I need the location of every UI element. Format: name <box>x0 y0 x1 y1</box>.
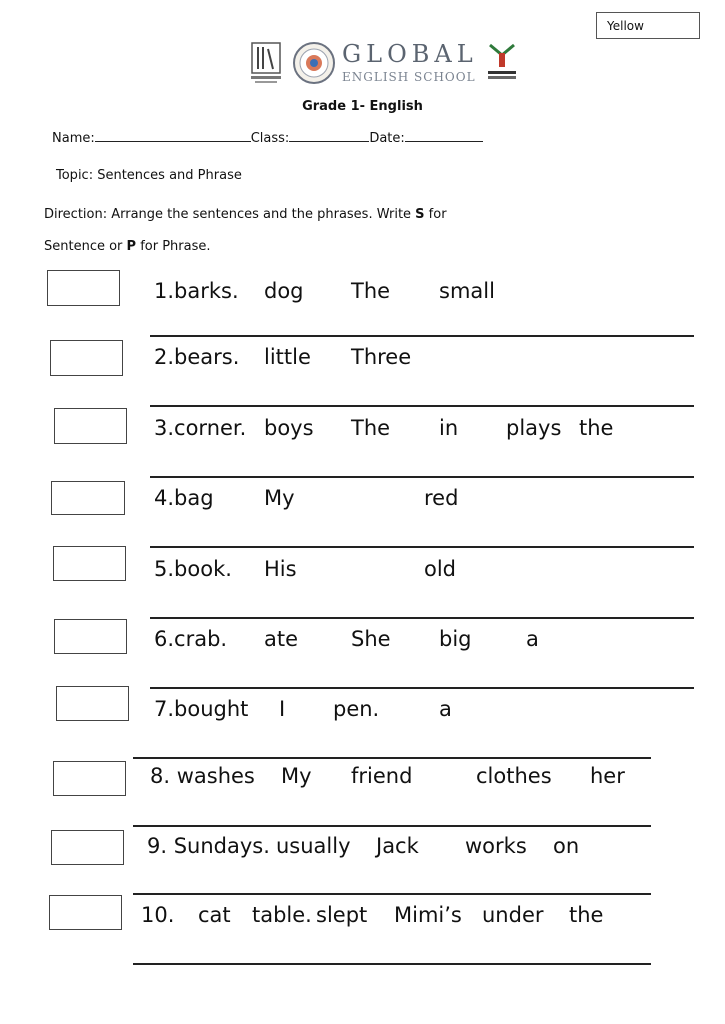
answer-box[interactable] <box>51 830 124 865</box>
answer-box[interactable] <box>51 481 125 515</box>
direction-text: for <box>424 207 447 222</box>
answer-line[interactable] <box>133 825 651 827</box>
scrambled-word: table. <box>252 903 312 927</box>
scrambled-word: small <box>439 279 495 303</box>
scrambled-word: 7.bought <box>154 697 249 721</box>
scrambled-word: 5.book. <box>154 557 232 581</box>
scrambled-word: I <box>279 697 286 721</box>
scrambled-word: slept <box>316 903 368 927</box>
scrambled-word: Mimi’s <box>394 903 462 927</box>
scrambled-word: boys <box>264 416 314 440</box>
scrambled-word: in <box>439 416 459 440</box>
scrambled-word: on <box>553 834 580 858</box>
sentence-letter: S <box>415 207 425 222</box>
scrambled-word: a <box>526 627 539 651</box>
scrambled-word: dog <box>264 279 304 303</box>
answer-box[interactable] <box>47 270 120 306</box>
scrambled-word: big <box>439 627 472 651</box>
question-words <box>154 697 674 727</box>
scrambled-word: her <box>590 764 625 788</box>
scrambled-word: The <box>351 416 391 440</box>
scrambled-word: little <box>264 345 311 369</box>
question-words <box>141 903 661 933</box>
scrambled-word: 2.bears. <box>154 345 240 369</box>
question-words <box>154 279 674 309</box>
answer-line[interactable] <box>150 617 694 619</box>
direction-text: Direction: Arrange the sentences and the phrases. Write <box>44 207 416 222</box>
scrambled-word: 1.barks. <box>154 279 239 303</box>
scrambled-word: Three <box>351 345 412 369</box>
answer-box[interactable] <box>50 340 123 376</box>
accreditation-logo <box>484 41 520 83</box>
scrambled-word: pen. <box>333 697 380 721</box>
scrambled-word: friend <box>351 764 413 788</box>
question-words <box>154 416 674 446</box>
school-crest-logo <box>249 41 283 87</box>
direction-line-1 <box>44 207 447 222</box>
class-blank[interactable] <box>289 128 369 142</box>
scrambled-word: a <box>439 697 452 721</box>
question-words <box>154 486 674 516</box>
date-label: Date: <box>369 131 405 146</box>
answer-line[interactable] <box>133 893 651 895</box>
scrambled-word: 9. Sundays. <box>147 834 270 858</box>
scrambled-word: clothes <box>476 764 552 788</box>
scrambled-word: the <box>569 903 604 927</box>
scrambled-word: red <box>424 486 459 510</box>
answer-line[interactable] <box>150 687 694 689</box>
direction-text: for Phrase. <box>136 239 211 254</box>
answer-line[interactable] <box>150 405 694 407</box>
question-words <box>147 834 667 864</box>
school-wordmark-logo <box>340 40 480 88</box>
scrambled-word: 8. washes <box>150 764 255 788</box>
scrambled-word: cat <box>198 903 231 927</box>
answer-line[interactable] <box>150 546 694 548</box>
scrambled-word: The <box>351 279 391 303</box>
scrambled-word: usually <box>276 834 351 858</box>
date-blank[interactable] <box>405 128 483 142</box>
question-words <box>154 345 674 375</box>
school-seal-logo <box>292 41 336 85</box>
phrase-letter: P <box>126 239 137 254</box>
answer-line[interactable] <box>150 335 694 337</box>
scrambled-word: the <box>579 416 614 440</box>
answer-box[interactable] <box>49 895 122 930</box>
name-label: Name: <box>52 131 95 146</box>
scrambled-word: 10. <box>141 903 175 927</box>
scrambled-word: under <box>482 903 544 927</box>
question-words <box>154 557 674 587</box>
direction-line-2 <box>44 239 211 254</box>
question-words <box>154 627 674 657</box>
student-info-fields <box>52 128 483 146</box>
answer-box[interactable] <box>54 408 127 444</box>
answer-line[interactable] <box>150 476 694 478</box>
scrambled-word: 3.corner. <box>154 416 247 440</box>
scrambled-word: 4.bag <box>154 486 214 510</box>
wordmark-global: GLOBAL <box>342 40 478 68</box>
scrambled-word: My <box>281 764 312 788</box>
scrambled-word: 6.crab. <box>154 627 228 651</box>
scrambled-word: works <box>465 834 527 858</box>
color-tag-label: Yellow <box>596 12 700 39</box>
wordmark-english-school: ENGLISH SCHOOL <box>342 70 476 84</box>
answer-box[interactable] <box>54 619 127 654</box>
answer-box[interactable] <box>53 761 126 796</box>
answer-box[interactable] <box>56 686 129 721</box>
answer-line[interactable] <box>133 757 651 759</box>
scrambled-word: Jack <box>376 834 419 858</box>
topic-line: Topic: Sentences and Phrase <box>56 168 242 183</box>
scrambled-word: plays <box>506 416 562 440</box>
question-words <box>150 764 670 794</box>
scrambled-word: ate <box>264 627 299 651</box>
scrambled-word: My <box>264 486 295 510</box>
scrambled-word: She <box>351 627 391 651</box>
name-blank[interactable] <box>95 128 251 142</box>
scrambled-word: His <box>264 557 297 581</box>
answer-line[interactable] <box>133 963 651 965</box>
direction-text: Sentence or <box>44 239 127 254</box>
class-label: Class: <box>250 131 290 146</box>
scrambled-word: old <box>424 557 457 581</box>
grade-title: Grade 1- English <box>302 99 423 114</box>
answer-box[interactable] <box>53 546 126 581</box>
